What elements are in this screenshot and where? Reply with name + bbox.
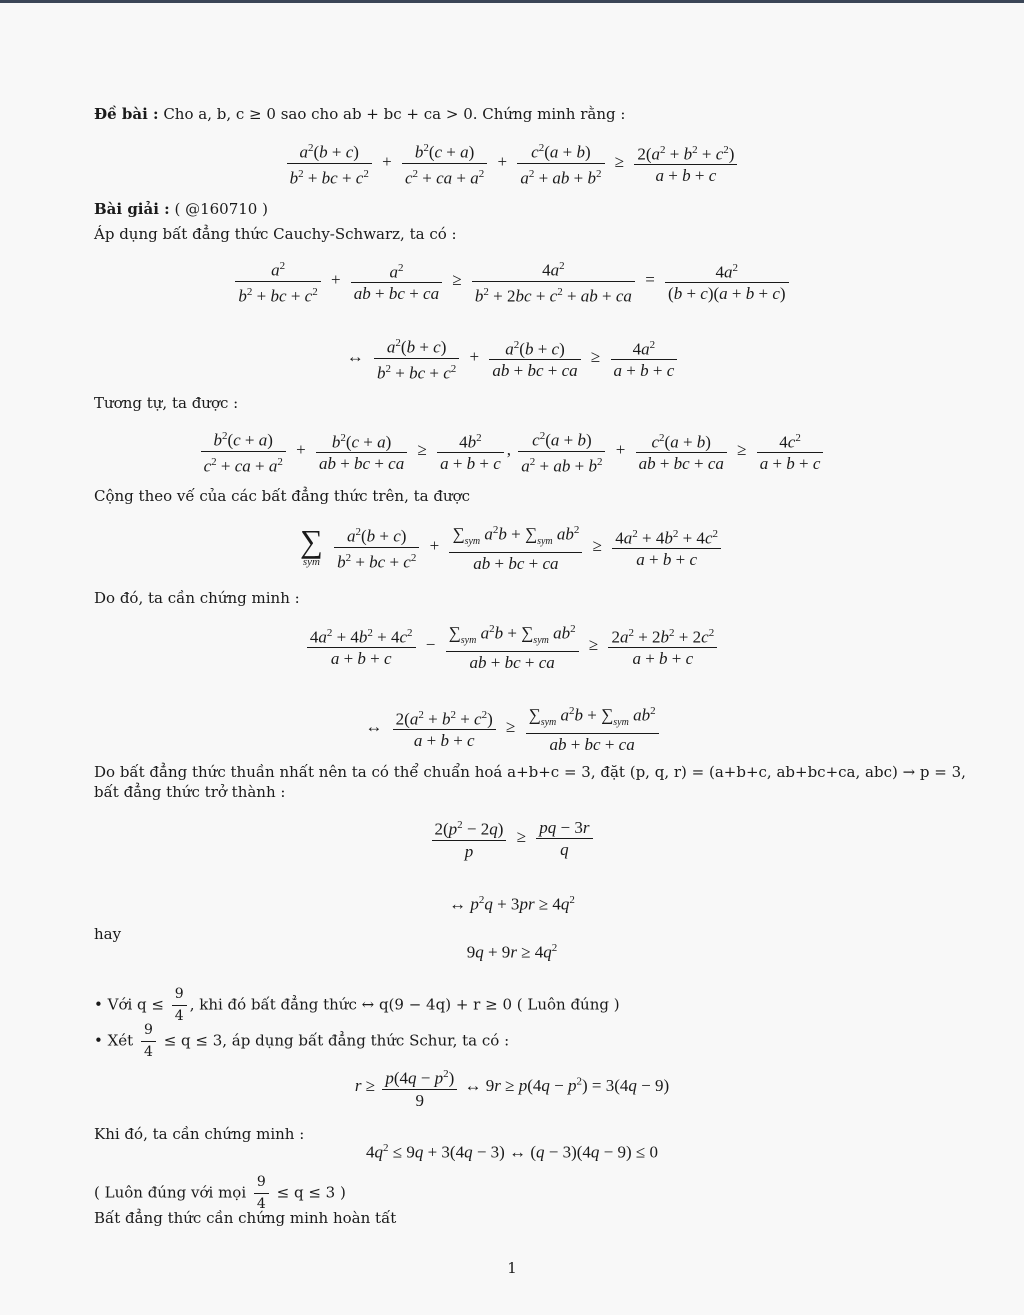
equation-pqr-equiv: ↔ $p^2q + 3pr \ge 4q^2$: [449, 894, 575, 914]
page-number: 1: [507, 1259, 517, 1277]
equation-cs: $\frac{a^2}{b^2 + bc + c^2}$ + $\frac{a^2}{ab + bc + ca}$ ≥ $\frac{4a^2}{b^2 + 2bc + c^2 + ab + ca}$ = $\frac{4a^2}{(b + c)(a + b + c)}$: [0, 256, 1024, 306]
always-frac-den: 4: [256, 1196, 266, 1212]
homog-line-1: Do bất đẳng thức thuần nhất nên ta có thể chuẩn hoá a+b+c = 3, đặt (p, q, r) = (a+b+c, ab+bc+ca, abc) → p = 3,: [94, 763, 966, 781]
equation-need: $\frac{4a^2 + 4b^2 + 4c^2}{a + b + c}$ − $\frac{\sum_{sym} a^2b + \sum_{sym} ab^2}{ab + bc + ca}$ ≥ $\frac{2a^2 + 2b^2 + 2c^2}{a + b + c}$: [0, 619, 1024, 673]
similarly-line: Tương tự, ta được :: [94, 394, 239, 412]
case-1-text: , khi đó bất đẳng thức ↔ q(9 − 4q) + r ≥ 0 ( Luôn đúng ): [189, 995, 620, 1014]
case-2-text: ≤ q ≤ 3, áp dụng bất đẳng thức Schur, ta có :: [163, 1031, 510, 1050]
equation-reduced: $9q + 9r \ge 4q^2$: [466, 942, 558, 962]
problem-statement: [94, 104, 625, 124]
case-1-lead: • Với q ≤: [94, 995, 164, 1014]
equation-need-equiv: ↔ $\frac{2(a^2 + b^2 + c^2)}{a + b + c}$ ≥ $\frac{\sum_{sym} a^2b + \sum_{sym} ab^2}{ab + bc + ca}$: [0, 701, 1024, 755]
solution-credit: ( @160710 ): [174, 200, 268, 218]
always-frac-num: 9: [254, 1172, 269, 1194]
always-lead: ( Luôn đúng với mọi: [94, 1183, 247, 1202]
hay-line: hay: [94, 925, 122, 943]
homog-line-2: bất đẳng thức trở thành :: [94, 783, 286, 801]
equation-main: $\frac{a^2(b + c)}{b^2 + bc + c^2}$ + $\frac{b^2(c + a)}{c^2 + ca + a^2}$ + $\frac{c^2(a + b)}{a^2 + ab + b^2}$ ≥ $\frac{2(a^2 + b^2 + c^2)}{a + b + c}$: [0, 138, 1024, 188]
done-line: Bất đẳng thức cần chứng minh hoàn tất: [94, 1209, 397, 1227]
add-up-line: Cộng theo vế của các bất đẳng thức trên, ta được: [94, 487, 471, 505]
need-prove-line: Do đó, ta cần chứng minh :: [94, 589, 300, 607]
equation-sum: ∑ sym $\frac{a^2(b + c)}{b^2 + bc + c^2}$ + $\frac{\sum_{sym} a^2b + \sum_{sym} ab^2}{ab + bc + ca}$ ≥ $\frac{4a^2 + 4b^2 + 4c^2}{a + b + c}$: [0, 520, 1024, 574]
solution-header: [94, 199, 268, 219]
equation-schur: r ≥ $\frac{p(4q - p^2)}{9}$ ↔ $9r \ge p(4q - p^2) = 3(4q - 9)$: [0, 1064, 1024, 1111]
then-need-line: Khi đó, ta cần chứng minh :: [94, 1125, 305, 1143]
problem-label: Đề bài :: [94, 105, 159, 123]
equation-similar: $\frac{b^2(c + a)}{c^2 + ca + a^2}$ + $\frac{b^2(c + a)}{ab + bc + ca}$ ≥ $\frac{4b^2}{a + b + c}$ , $\frac{c^2(a + b)}{a^2 + ab + b^2}$ + $\frac{c^2(a + b)}{ab + bc + ca}$ ≥ $\frac{4c^2}{a + b + c}$: [0, 426, 1024, 476]
equation-pqr: $\frac{2(p^2 - 2q)}{p}$ ≥ $\frac{pq - 3r}{q}$: [0, 815, 1024, 862]
equation-cs-equiv: ↔ $\frac{a^2(b + c)}{b^2 + bc + c^2}$ + $\frac{a^2(b + c)}{ab + bc + ca}$ ≥ $\frac{4a^2}{a + b + c}$: [0, 333, 1024, 383]
case-1-frac-den: 4: [174, 1008, 184, 1024]
case-2-frac-num: 9: [141, 1020, 156, 1042]
case-2-lead: • Xét: [94, 1031, 134, 1050]
apply-cs-line: Áp dụng bất đẳng thức Cauchy-Schwarz, ta có :: [94, 225, 457, 243]
always-text: ≤ q ≤ 3 ): [276, 1183, 346, 1202]
equation-final: $4q^2 \le 9q + 3(4q - 3)$ ↔ (q − 3)(4q − 9) ≤ 0: [365, 1142, 659, 1162]
case-1-frac-num: 9: [172, 984, 187, 1006]
problem-text: Cho a, b, c ≥ 0 sao cho ab + bc + ca > 0. Chứng minh rằng :: [163, 105, 626, 123]
case-2-frac-den: 4: [143, 1044, 153, 1060]
solution-label: Bài giải :: [94, 200, 170, 218]
case-2: [94, 1020, 509, 1063]
